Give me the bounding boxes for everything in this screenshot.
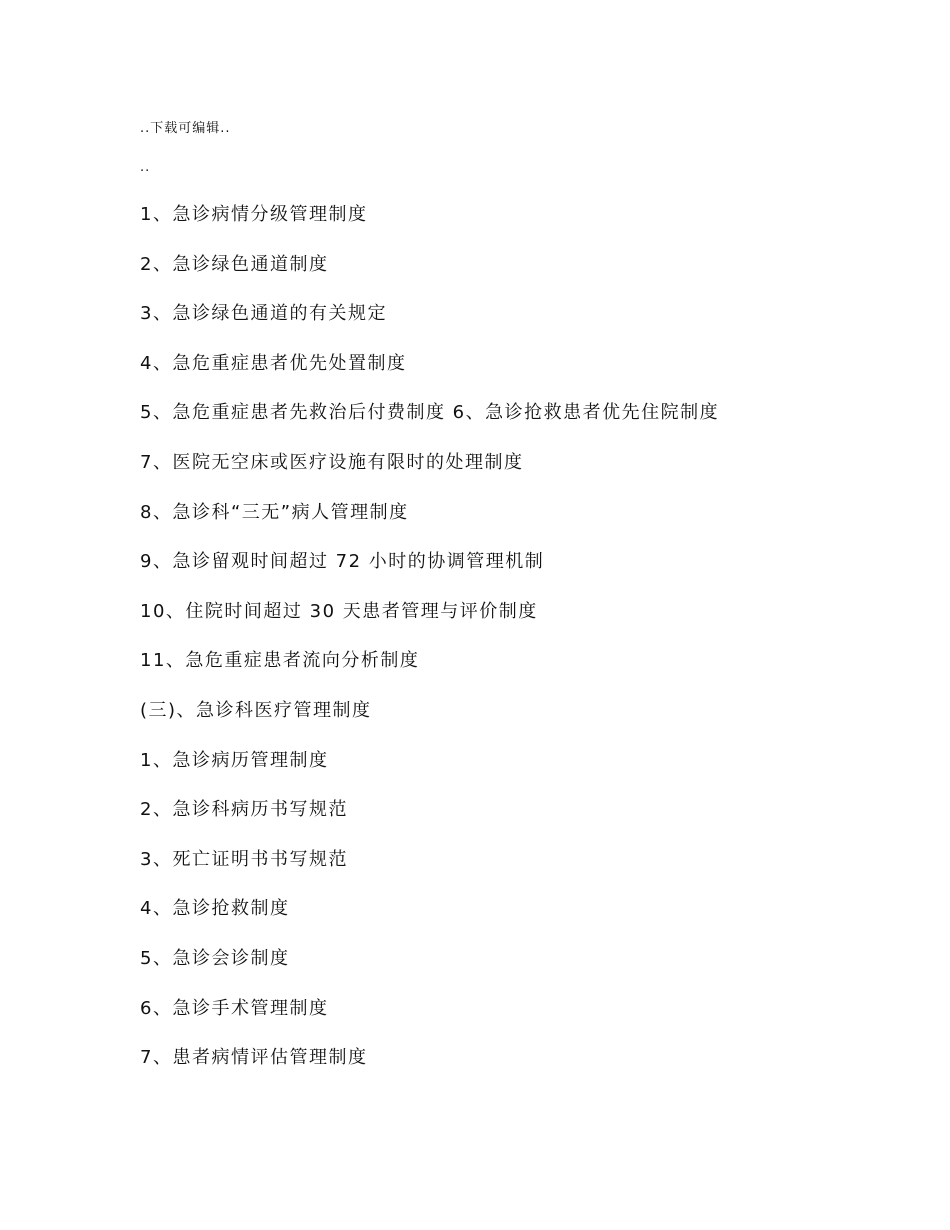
list-item: 8、急诊科“三无”病人管理制度 xyxy=(140,501,409,523)
list-item: 5、急危重症患者先救治后付费制度 6、急诊抢救患者优先住院制度 xyxy=(140,402,720,424)
list-item: 7、患者病情评估管理制度 xyxy=(140,1047,368,1069)
list-item: 4、急诊抢救制度 xyxy=(140,898,290,920)
list-item: 2、急诊绿色通道制度 xyxy=(140,253,329,275)
regulation-list xyxy=(140,200,719,1093)
list-item: 7、医院无空床或医疗设施有限时的处理制度 xyxy=(140,451,524,473)
list-item: 3、急诊绿色通道的有关规定 xyxy=(140,303,387,325)
list-item: 1、急诊病情分级管理制度 xyxy=(140,204,368,225)
list-item: 6、急诊手术管理制度 xyxy=(140,997,329,1019)
list-item: 5、急诊会诊制度 xyxy=(140,947,290,969)
header-note: ..下载可编辑.. xyxy=(140,121,231,136)
list-item: 11、急危重症患者流向分析制度 xyxy=(140,650,420,672)
list-item: 2、急诊科病历书写规范 xyxy=(140,799,348,821)
list-item: 1、急诊病历管理制度 xyxy=(140,749,329,771)
header-dots: .. xyxy=(140,160,151,175)
section-heading: (三)、急诊科医疗管理制度 xyxy=(140,699,372,721)
list-item: 10、住院时间超过 30 天患者管理与评价制度 xyxy=(140,600,538,622)
list-item: 4、急危重症患者优先处置制度 xyxy=(140,352,407,374)
list-item: 3、死亡证明书书写规范 xyxy=(140,848,348,870)
list-item: 9、急诊留观时间超过 72 小时的协调管理机制 xyxy=(140,551,545,573)
